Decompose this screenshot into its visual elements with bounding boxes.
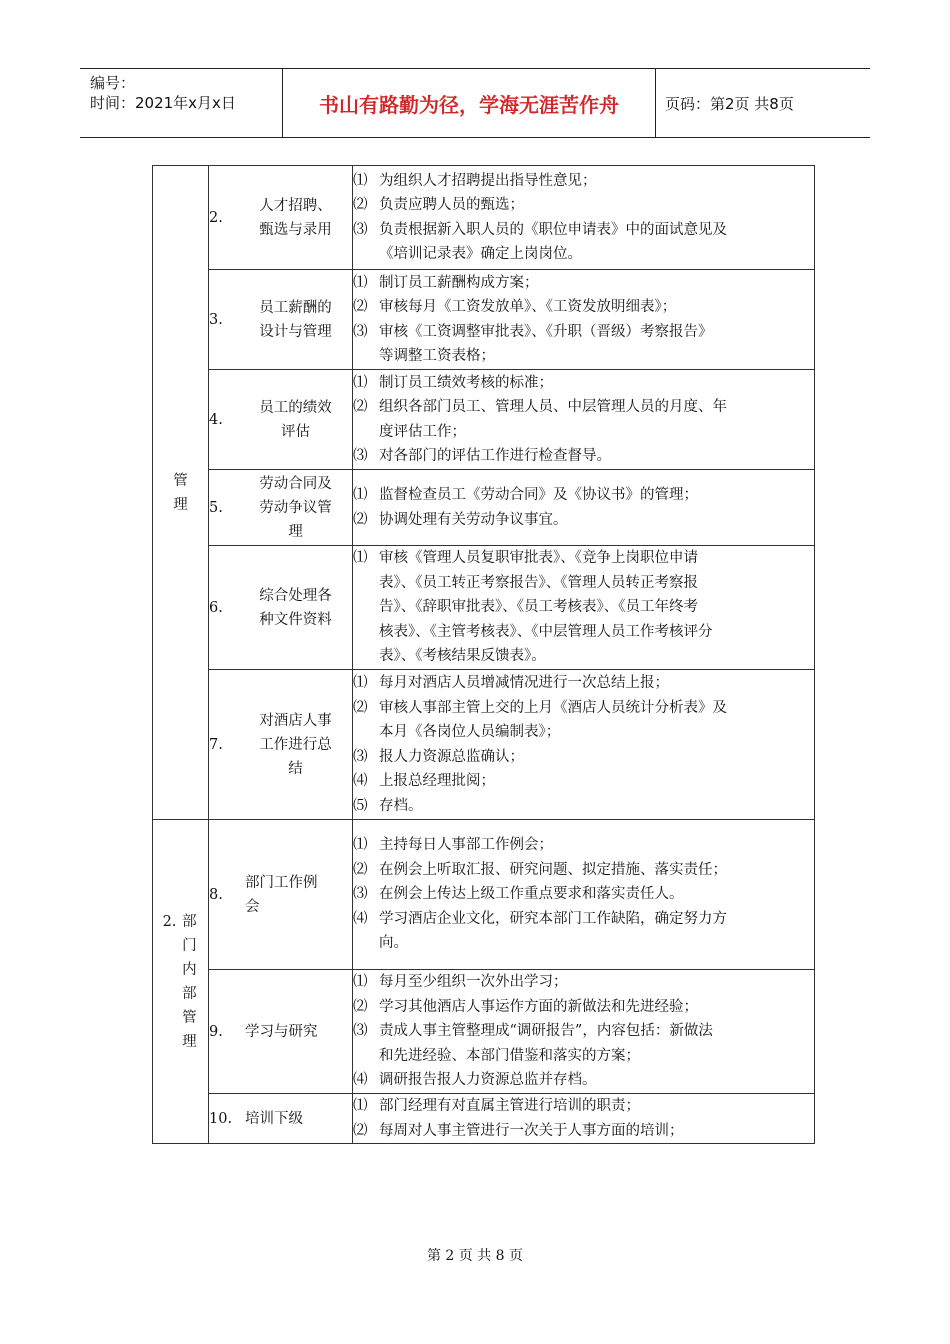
item-name-line: 部门工作例 [245, 874, 318, 891]
item-number: 4. [209, 411, 223, 428]
duty-line [353, 671, 814, 696]
section-title-char: 内 [182, 961, 197, 978]
duty-line [353, 696, 814, 721]
duty-line-text: 告》、《辞职审批表》、《员工考核表》、《员工年终考 [379, 599, 698, 616]
table-row [153, 470, 815, 546]
header-page-cell [655, 69, 870, 137]
section-title-char: 管 [173, 472, 188, 489]
duty-line [353, 769, 814, 794]
duty-line-text: 度评估工作； [379, 423, 466, 440]
serial-label: 编号： [90, 74, 136, 92]
item-cell [209, 270, 353, 370]
item-name-line: 工作进行总 [259, 736, 332, 753]
duty-line-text: 审核《工资调整审批表》、《升职（晋级）考察报告》 [379, 323, 713, 340]
duty-line-text: 每月至少组织一次外出学习； [379, 974, 568, 991]
duty-line-text: 向。 [379, 935, 408, 952]
duty-table [152, 165, 815, 1144]
duty-line [353, 720, 814, 745]
item-number: 6. [209, 599, 223, 616]
duty-line-text: 制订员工薪酬构成方案； [379, 274, 539, 291]
duty-line-marker: ⑶ [353, 1023, 368, 1040]
duty-line [353, 420, 814, 445]
duty-line-text: 负责根据新入职人员的《职位申请表》中的面试意见及 [379, 221, 727, 238]
item-name-line: 甄选与录用 [259, 221, 332, 238]
duty-line-text: 等调整工资表格； [379, 348, 495, 364]
duty-line [353, 193, 814, 218]
duty-line [353, 371, 814, 396]
item-name [245, 584, 352, 632]
duty-line [353, 595, 814, 620]
item-name-line: 培训下级 [245, 1110, 303, 1127]
duty-line-marker: ⑴ [353, 487, 368, 503]
duty-line-text: 每周对人事主管进行一次关于人事方面的培训； [379, 1122, 684, 1139]
item-name-line: 理 [288, 523, 303, 540]
duty-line-marker: ⑴ [353, 274, 368, 291]
section-title-char: 理 [182, 1033, 197, 1050]
item-name-line: 综合处理各 [259, 587, 332, 604]
duty-line-text: 审核每月《工资发放单》、《工资发放明细表》； [379, 299, 677, 315]
duty-line [353, 444, 814, 469]
item-number: 2. [209, 209, 223, 226]
duty-line-marker: ⑵ [353, 399, 368, 415]
duty-line-text: 责成人事主管整理成“调研报告”，内容包括：新做法 [379, 1023, 713, 1040]
item-name [245, 296, 352, 344]
item-cell [209, 166, 353, 270]
duty-line-marker: ⑷ [353, 773, 368, 789]
duty-description-cell [353, 970, 815, 1094]
duty-line [353, 745, 814, 770]
duty-line-marker: ⑵ [353, 299, 368, 315]
duty-line-text: 报人力资源总监确认； [379, 748, 524, 765]
section-category-cell [153, 166, 209, 820]
item-name-line: 人才招聘、 [259, 197, 332, 214]
section-number: 2. [162, 913, 177, 930]
duty-line-text: 本月《各岗位人员编制表》； [379, 724, 561, 740]
page-header [80, 68, 870, 138]
table-row [153, 370, 815, 470]
duty-line-text: 和先进经验、本部门借鉴和落实的方案； [379, 1047, 640, 1064]
item-number: 3. [209, 311, 223, 328]
duty-line-text: 监督检查员工《劳动合同》及《协议书》的管理； [379, 487, 698, 503]
duty-line-text: 在例会上传达上级工作重点要求和落实责任人。 [379, 886, 684, 903]
duty-line-marker: ⑶ [353, 448, 368, 464]
table-row [153, 166, 815, 270]
duty-line [353, 1094, 814, 1119]
duty-line-text: 在例会上听取汇报、研究问题、拟定措施、落实责任； [379, 861, 727, 878]
duty-line [353, 169, 814, 194]
duty-line [353, 1119, 814, 1144]
time-text: 时间：2021年x月x日 [90, 94, 236, 112]
item-cell [209, 970, 353, 1094]
table-row [153, 546, 815, 670]
item-name-line: 员工的绩效 [259, 399, 332, 416]
duty-line [353, 907, 814, 932]
duty-line [353, 218, 814, 243]
table-row [153, 270, 815, 370]
duty-line-text: 为组织人才招聘提出指导性意见； [379, 172, 597, 189]
duty-line-text: 存档。 [379, 797, 423, 814]
duty-line-text: 协调处理有关劳动争议事宜。 [379, 511, 568, 528]
table-row [153, 820, 815, 970]
duty-line-text: 负责应聘人员的甄选； [379, 197, 524, 213]
duty-line [353, 1068, 814, 1093]
duty-line-marker: ⑵ [353, 699, 368, 716]
duty-line [353, 970, 814, 995]
item-number: 10. [209, 1110, 233, 1127]
page-footer: 第 2 页 共 8 页 [426, 1248, 524, 1264]
section-title [180, 910, 198, 1054]
duty-line [353, 320, 814, 345]
duty-line-marker: ⑴ [353, 374, 368, 391]
item-name-line: 劳动争议管 [259, 499, 332, 516]
duty-line-marker: ⑵ [353, 861, 368, 878]
section-category-cell [153, 820, 209, 1144]
duty-line [353, 571, 814, 596]
item-name-line: 劳动合同及 [259, 475, 332, 492]
section-title-char: 门 [182, 937, 197, 954]
duty-description-cell [353, 546, 815, 670]
item-name-line: 员工薪酬的 [259, 299, 332, 316]
duty-line-marker: ⑸ [353, 797, 368, 814]
duty-line [353, 995, 814, 1020]
duty-line [353, 858, 814, 883]
item-name-line: 结 [288, 760, 303, 777]
duty-line-marker: ⑴ [353, 172, 368, 189]
duty-line [353, 794, 814, 819]
duty-line-text: 审核人事部主管上交的上月《酒店人员统计分析表》及 [379, 699, 727, 716]
duty-line-marker: ⑷ [353, 910, 368, 927]
item-number: 5. [209, 499, 223, 516]
duty-description-cell [353, 820, 815, 970]
item-name [245, 709, 352, 781]
section-title-char: 管 [182, 1009, 197, 1026]
item-number: 7. [209, 736, 223, 753]
duty-line [353, 508, 814, 533]
duty-line [353, 271, 814, 296]
duty-line-text: 表》、《考核结果反馈表》。 [379, 648, 546, 665]
duty-line-text: 表》、《员工转正考察报告》、《管理人员转正考察报 [379, 574, 698, 591]
item-cell [209, 1094, 353, 1144]
duty-line-text: 制订员工绩效考核的标准； [379, 374, 553, 391]
duty-line-text: 部门经理有对直属主管进行培训的职责； [379, 1098, 640, 1114]
duty-line-text: 调研报告报人力资源总监并存档。 [379, 1072, 597, 1089]
item-name [245, 194, 352, 242]
duty-line [353, 546, 814, 571]
item-name-line: 种文件资料 [259, 611, 332, 628]
item-name-line: 会 [245, 898, 260, 915]
table-row [153, 970, 815, 1094]
item-name [245, 472, 352, 544]
duty-line-marker: ⑶ [353, 886, 368, 903]
item-number: 8. [209, 886, 223, 903]
duty-description-cell [353, 670, 815, 820]
duty-line-text: 上报总经理批阅； [379, 773, 495, 789]
duty-line [353, 242, 814, 267]
duty-line-marker: ⑵ [353, 511, 368, 528]
duty-line-marker: ⑴ [353, 974, 368, 991]
item-name [245, 396, 352, 444]
duty-line-text: 学习酒店企业文化，研究本部门工作缺陷，确定努力方 [379, 910, 727, 927]
duty-line [353, 644, 814, 669]
section-title-char: 部 [182, 913, 197, 930]
item-cell [209, 820, 353, 970]
section-title-char: 理 [173, 496, 188, 513]
duty-line-text: 组织各部门员工、管理人员、中层管理人员的月度、年 [379, 399, 727, 415]
item-cell [209, 546, 353, 670]
duty-line [353, 1044, 814, 1069]
duty-line-marker: ⑶ [353, 221, 368, 238]
duty-line-marker: ⑴ [353, 550, 368, 567]
table-row [153, 1094, 815, 1144]
duty-line [353, 1019, 814, 1044]
item-name-line: 评估 [281, 423, 310, 440]
duty-line-text: 每月对酒店人员增减情况进行一次总结上报； [379, 675, 669, 691]
duty-line [353, 882, 814, 907]
duty-line-text: 审核《管理人员复职审批表》、《竞争上岗职位申请 [379, 550, 698, 567]
item-name-line: 设计与管理 [259, 323, 332, 340]
duty-line-text: 核表》、《主管考核表》、《中层管理人员工作考核评分 [379, 623, 713, 640]
duty-line-marker: ⑴ [353, 1098, 368, 1114]
duty-line-marker: ⑴ [353, 837, 368, 854]
page-code: 页码：第2页 共8页 [665, 94, 794, 113]
item-cell [209, 670, 353, 820]
duty-line [353, 833, 814, 858]
duty-line [353, 344, 814, 369]
item-name [245, 1107, 352, 1131]
duty-line [353, 483, 814, 508]
duty-line [353, 620, 814, 645]
duty-line [353, 295, 814, 320]
item-cell [209, 470, 353, 546]
section-title-char: 部 [182, 985, 197, 1002]
duty-line-marker: ⑵ [353, 1122, 368, 1139]
item-name [245, 1020, 352, 1044]
item-name [245, 871, 352, 919]
duty-description-cell [353, 1094, 815, 1144]
header-motto-cell [282, 69, 656, 137]
duty-line-marker: ⑴ [353, 675, 368, 691]
motto-text: 书山有路勤为径，学海无涯苦作舟 [319, 92, 619, 117]
duty-line-text: 主持每日人事部工作例会； [379, 837, 553, 854]
header-meta [80, 69, 282, 137]
item-name-line: 对酒店人事 [259, 712, 332, 729]
item-name-line: 学习与研究 [245, 1023, 318, 1040]
duty-description-cell [353, 470, 815, 546]
section-title [172, 469, 190, 517]
duty-description-cell [353, 166, 815, 270]
table-row [153, 670, 815, 820]
duty-line [353, 395, 814, 420]
duty-line-marker: ⑵ [353, 197, 368, 213]
duty-description-cell [353, 370, 815, 470]
item-number: 9. [209, 1023, 223, 1040]
duty-line [353, 931, 814, 956]
duty-line-marker: ⑶ [353, 748, 368, 765]
duty-line-text: 学习其他酒店人事运作方面的新做法和先进经验； [379, 998, 698, 1015]
duty-line-marker: ⑷ [353, 1072, 368, 1089]
duty-line-text: 对各部门的评估工作进行检查督导。 [379, 448, 611, 464]
duty-line-marker: ⑶ [353, 323, 368, 340]
duty-description-cell [353, 270, 815, 370]
duty-line-text: 《培训记录表》确定上岗岗位。 [379, 246, 582, 262]
item-cell [209, 370, 353, 470]
duty-line-marker: ⑵ [353, 998, 368, 1015]
